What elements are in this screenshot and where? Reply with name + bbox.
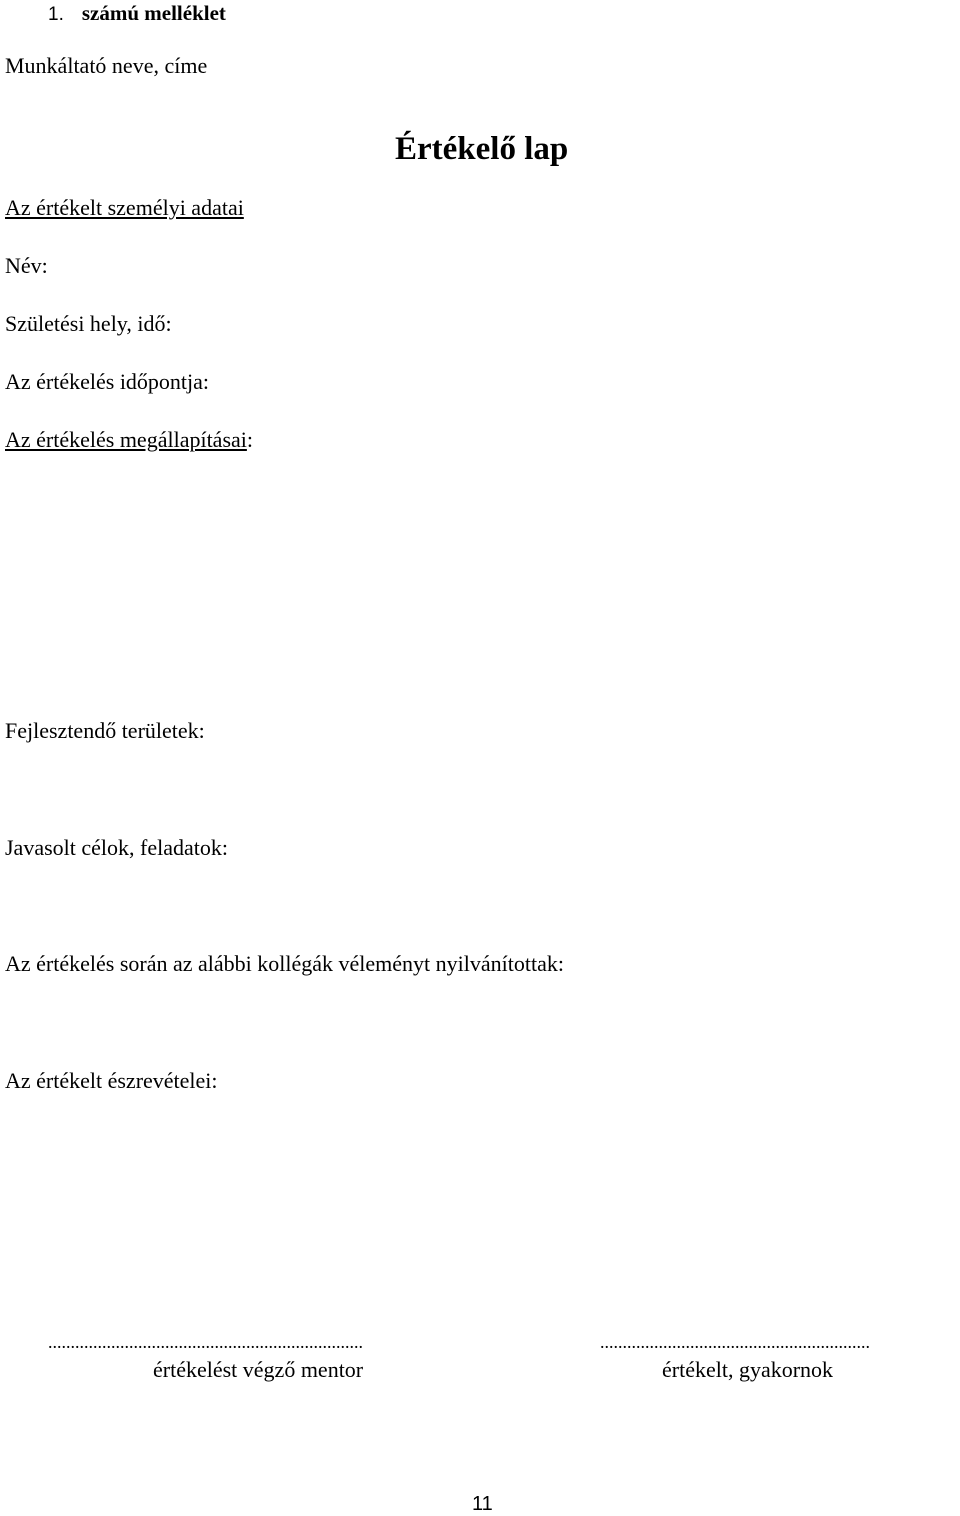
employer-label: Munkáltató neve, címe <box>5 53 208 78</box>
findings-field-label <box>5 427 253 453</box>
mentor-signature-caption: értékelést végző mentor <box>153 1357 364 1382</box>
findings-label-colon: : <box>246 427 254 452</box>
mentor-signature-line: ...................................................................... <box>48 1332 363 1352</box>
annex-number: 1. <box>48 4 64 25</box>
development-areas-label: Fejlesztendő területek: <box>5 718 205 743</box>
birth-field-label: Születési hely, idő: <box>5 311 172 336</box>
page-number: 11 <box>472 1493 493 1515</box>
trainee-signature-caption: értékelt, gyakornok <box>662 1357 834 1382</box>
remarks-label: Az értékelt észrevételei: <box>5 1068 218 1093</box>
findings-label-text: Az értékelés megállapításai <box>5 427 247 452</box>
trainee-signature-line: ............................................................ <box>600 1332 870 1352</box>
annex-label: számú melléklet <box>81 1 226 25</box>
section-heading: Az értékelt személyi adatai <box>5 195 244 220</box>
goals-tasks-label: Javasolt célok, feladatok: <box>5 835 228 860</box>
colleagues-opinion-label: Az értékelés során az alábbi kollégák véleményt nyilvánítottak: <box>5 951 564 976</box>
page-title: Értékelő lap <box>395 131 569 167</box>
name-field-label: Név: <box>5 253 48 278</box>
date-field-label: Az értékelés időpontja: <box>5 369 210 394</box>
annex-header <box>48 0 226 28</box>
